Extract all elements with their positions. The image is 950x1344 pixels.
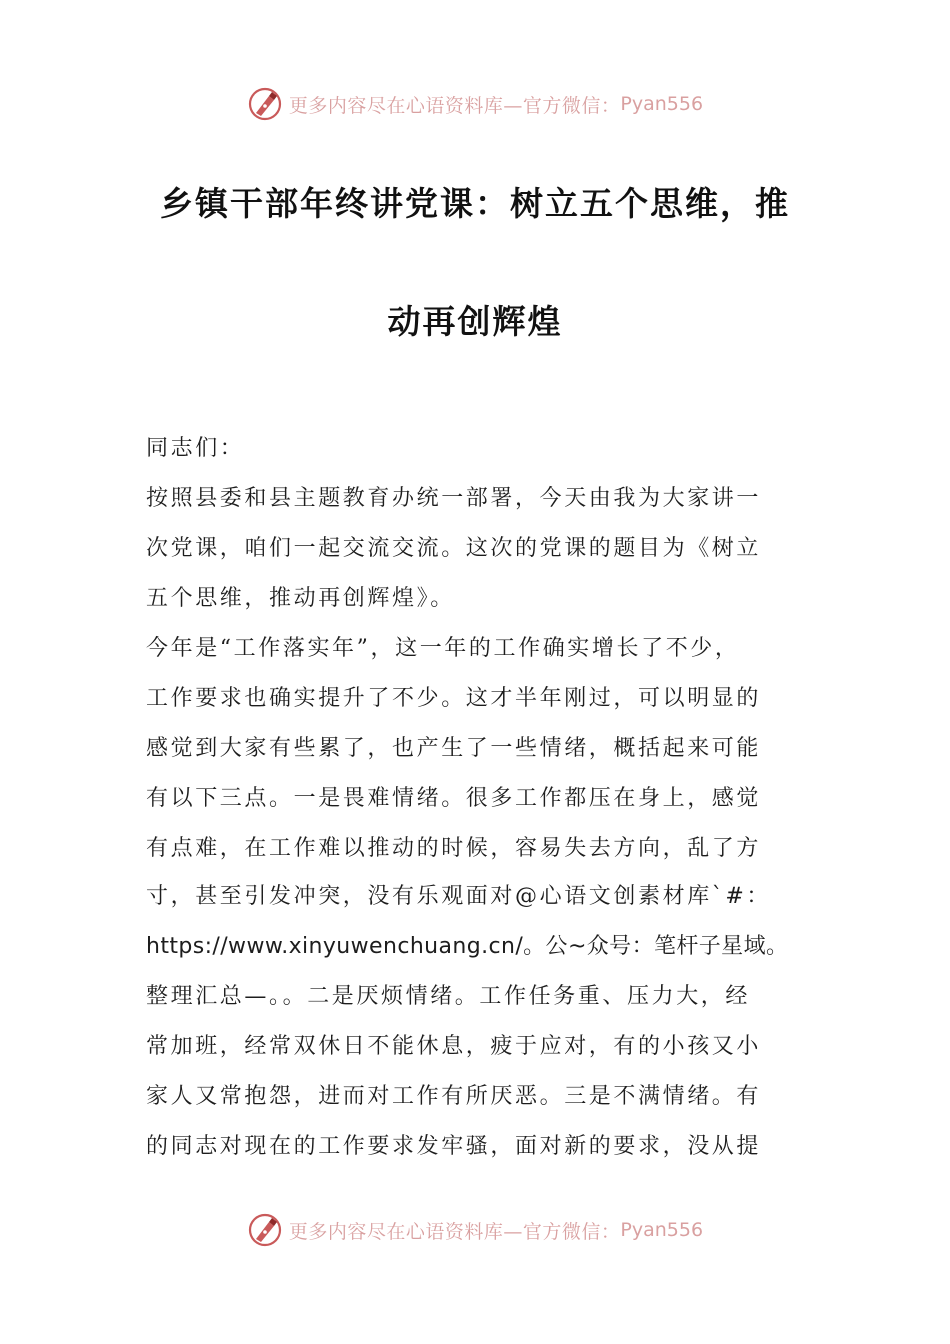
body-line: 工作要求也确实提升了不少。这才半年刚过，可以明显的 [146, 686, 762, 711]
body-line: 今年是“工作落实年”，这一年的工作确实增长了不少， [146, 636, 740, 661]
banner-wechat-id: Pyan556 [620, 1219, 704, 1241]
banner-wechat-id: Pyan556 [620, 93, 704, 115]
body-line: 寸，甚至引发冲突，没有乐观面对@心语文创素材库`#： [146, 884, 772, 909]
body-line: 感觉到大家有些累了，也产生了一些情绪，概括起来可能 [146, 736, 762, 761]
banner-text: 更多内容尽在心语资料库—官方微信： [288, 1220, 621, 1243]
pen-nib-icon [247, 1212, 283, 1248]
footer-banner [0, 1210, 950, 1250]
body-line: 有点难，在工作难以推动的时候，容易失去方向，乱了方 [146, 836, 762, 861]
banner-text: 更多内容尽在心语资料库—官方微信： [288, 94, 621, 117]
body-line: 五个思维，推动再创辉煌》。 [146, 586, 455, 611]
body-line: 的同志对现在的工作要求发牢骚，面对新的要求，没从提 [146, 1134, 762, 1159]
document-title-line-2: 动再创辉煌 [387, 302, 563, 341]
body-line: 家人又常抱怨，进而对工作有所厌恶。三是不满情绪。有 [146, 1084, 762, 1109]
body-line: 次党课，咱们一起交流交流。这次的党课的题目为《树立 [146, 536, 762, 561]
body-line: 有以下三点。一是畏难情绪。很多工作都压在身上，感觉 [146, 786, 762, 811]
body-line: 整理汇总—。。二是厌烦情绪。工作任务重、压力大，经 [146, 984, 751, 1009]
pen-nib-icon [247, 86, 283, 122]
body-line-url: https://www.xinyuwenchuang.cn/。公~众号：笔杆子星域。 [146, 934, 789, 959]
body-line: 同志们： [146, 436, 245, 461]
document-title-line-1: 乡镇干部年终讲党课：树立五个思维，推 [160, 184, 790, 223]
header-banner [0, 84, 950, 124]
body-line: 常加班，经常双休日不能休息，疲于应对，有的小孩又小 [146, 1034, 762, 1059]
body-line: 按照县委和县主题教育办统一部署，今天由我为大家讲一 [146, 486, 762, 511]
